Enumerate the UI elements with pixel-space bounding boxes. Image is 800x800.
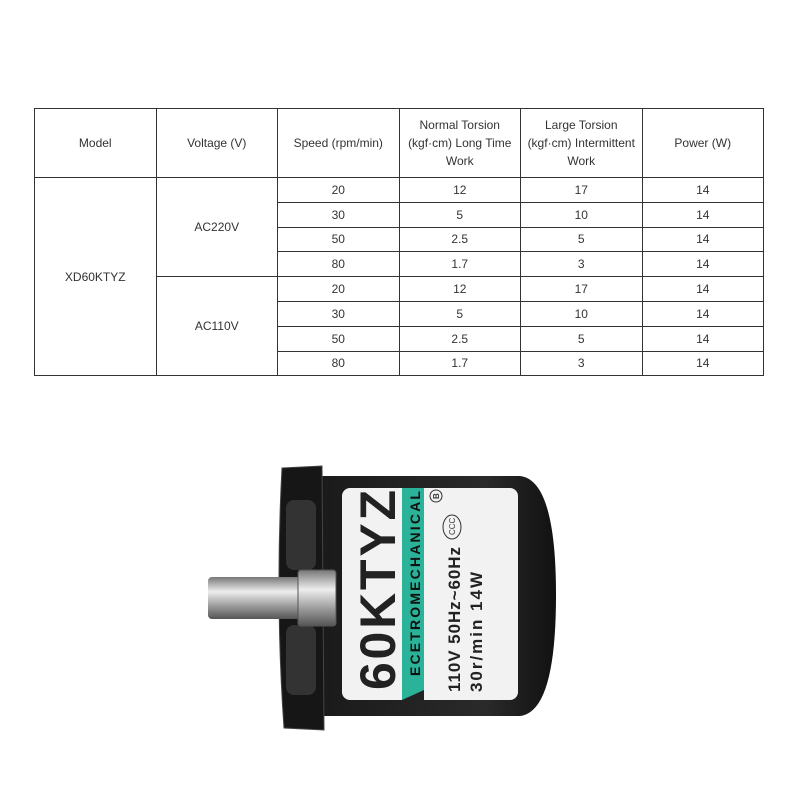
header-normal-torsion: Normal Torsion (kgf·cm) Long Time Work bbox=[399, 109, 521, 178]
table-row bbox=[35, 178, 764, 203]
label-brand: ECETROMECHANICAL bbox=[407, 491, 423, 676]
large-torsion-cell: 3 bbox=[521, 351, 643, 376]
normal-torsion-cell: 2.5 bbox=[399, 227, 521, 252]
normal-torsion-cell: 1.7 bbox=[399, 351, 521, 376]
voltage-cell: AC110V bbox=[156, 277, 278, 376]
label-cert: CCC bbox=[448, 517, 457, 535]
motor-photo bbox=[0, 440, 800, 800]
shaft-collar bbox=[298, 570, 336, 626]
speed-cell: 80 bbox=[278, 351, 400, 376]
power-cell: 14 bbox=[642, 301, 764, 326]
label-line1: 110V 50Hz~60Hz bbox=[445, 547, 464, 692]
speed-cell: 30 bbox=[278, 301, 400, 326]
power-cell: 14 bbox=[642, 326, 764, 351]
large-torsion-cell: 10 bbox=[521, 301, 643, 326]
header-row bbox=[35, 109, 764, 178]
label-class: B bbox=[432, 493, 441, 499]
flange-vent-bottom bbox=[286, 625, 316, 695]
speed-cell: 50 bbox=[278, 227, 400, 252]
speed-cell: 50 bbox=[278, 326, 400, 351]
motor-shaft bbox=[208, 577, 303, 619]
speed-cell: 80 bbox=[278, 252, 400, 277]
power-cell: 14 bbox=[642, 277, 764, 302]
large-torsion-cell: 17 bbox=[521, 277, 643, 302]
power-cell: 14 bbox=[642, 202, 764, 227]
power-cell: 14 bbox=[642, 252, 764, 277]
large-torsion-cell: 5 bbox=[521, 326, 643, 351]
normal-torsion-cell: 1.7 bbox=[399, 252, 521, 277]
header-power: Power (W) bbox=[642, 109, 764, 178]
header-voltage: Voltage (V) bbox=[156, 109, 278, 178]
voltage-cell: AC220V bbox=[156, 178, 278, 277]
power-cell: 14 bbox=[642, 178, 764, 203]
normal-torsion-cell: 12 bbox=[399, 277, 521, 302]
header-speed: Speed (rpm/min) bbox=[278, 109, 400, 178]
large-torsion-cell: 3 bbox=[521, 252, 643, 277]
header-model: Model bbox=[35, 109, 157, 178]
label-model: 60KTYZ bbox=[350, 490, 406, 690]
label-line2: 30r/min 14W bbox=[467, 572, 486, 692]
header-large-torsion: Large Torsion (kgf·cm) Intermittent Work bbox=[521, 109, 643, 178]
speed-cell: 30 bbox=[278, 202, 400, 227]
normal-torsion-cell: 12 bbox=[399, 178, 521, 203]
large-torsion-cell: 10 bbox=[521, 202, 643, 227]
power-cell: 14 bbox=[642, 351, 764, 376]
large-torsion-cell: 5 bbox=[521, 227, 643, 252]
speed-cell: 20 bbox=[278, 178, 400, 203]
large-torsion-cell: 17 bbox=[521, 178, 643, 203]
flange-vent-top bbox=[286, 500, 316, 570]
spec-table bbox=[34, 108, 764, 376]
power-cell: 14 bbox=[642, 227, 764, 252]
model-cell: XD60KTYZ bbox=[35, 178, 157, 376]
speed-cell: 20 bbox=[278, 277, 400, 302]
normal-torsion-cell: 5 bbox=[399, 301, 521, 326]
normal-torsion-cell: 2.5 bbox=[399, 326, 521, 351]
normal-torsion-cell: 5 bbox=[399, 202, 521, 227]
